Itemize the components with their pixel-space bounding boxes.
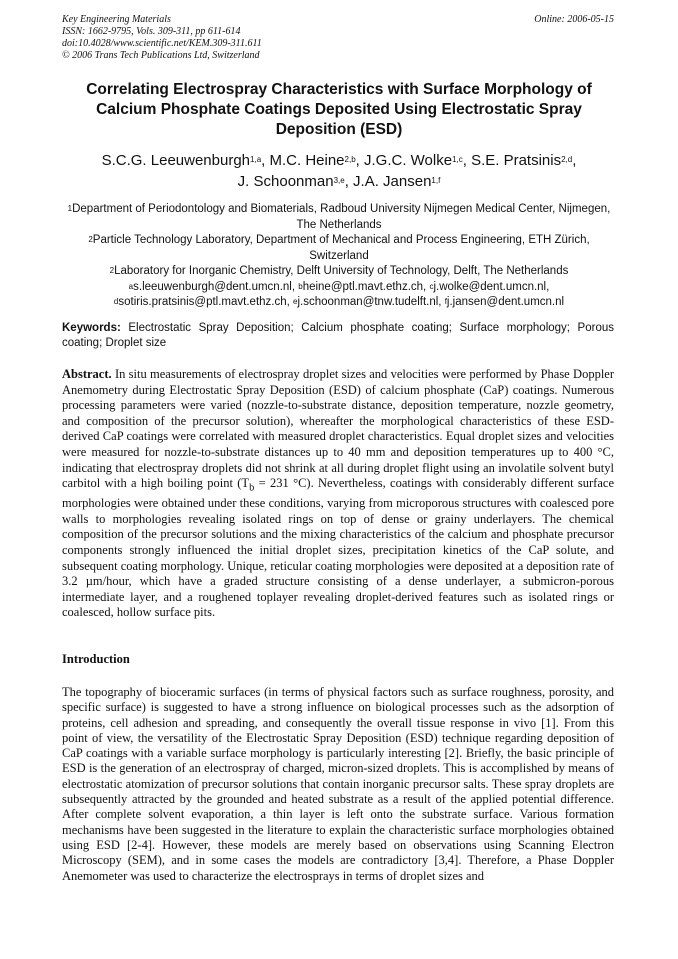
email-line-1: $^a$s.leeuwenburgh@dent.umcn.nl, $^b$heine@ptl.mavt.ethz.ch, $^c$j.wolke@dent.umcn.nl, [128,280,550,293]
paper-title: Correlating Electrospray Characteristics with Surface Morphology of Calcium Phosphate Coatings Deposited Using Electrostatic Spray Deposition (ESD) [86,81,592,138]
abstract-text-1: In situ measurements of electrospray droplet sizes and velocities were performed by Phase Doppler Anemometry during Electrostatic Spray Deposition (ESD) of calcium phosphate (CaP) coatings. Numerous processing parameters were varied (nozzle-to-substrate distance, deposition temperature, nozzle geometry, and composition of the precursor solution), whereafter the morphological characteristics of these ESD-derived CaP coatings were correlated with measured droplet characteristics. Equal droplet sizes and velocities were measured for nozzle-to-substrate distances up to 40 mm and deposition temperatures up to 400 °C, indicating that electrospray droplets did not shrink at all during droplet flight using an involatile solvent butyl carbitol with a high boiling point (T [62,367,614,491]
affiliation-1 [62,202,616,233]
journal-header [62,14,614,62]
email-sup: d [113,297,119,306]
journal-doi: doi:10.4028/www.scientific.net/KEM.309-311.611 [62,38,262,49]
keywords-label: Keywords: [62,322,121,334]
email-sup: a [128,281,134,291]
abstract-section [62,367,614,621]
author-name: S.E. Pratsinis [471,152,562,169]
author-sep: , [462,152,472,169]
email-sup: e [293,297,298,306]
email-sup: c [429,281,434,291]
affiliation-2 [62,233,616,264]
author-sup: 1,f [431,176,441,185]
affiliation-3 [62,264,616,280]
journal-copyright: © 2006 Trans Tech Publications Ltd, Switzerland [62,50,260,61]
author-sup: 2,d [561,155,573,164]
email-link[interactable]: j.schoonman@tnw.tudelft.nl [297,296,439,308]
introduction-heading: Introduction [62,652,130,666]
affiliation-sup: 2 [88,235,93,244]
author-name: J.G.C. Wolke [363,152,453,169]
author-sep: , [572,152,577,169]
author-sep: , [261,152,270,169]
email-line-2: $^d$sotiris.pratsinis@ptl.mavt.ethz.ch, $^e$j.schoonman@tnw.tudelft.nl, $^f$j.jansen@dent.umcn.nl [113,296,565,308]
keywords-text: Electrostatic Spray Deposition; Calcium phosphate coating; Surface morphology; Porous coating; Droplet size [62,322,614,349]
introduction-text: The topography of bioceramic surfaces (in terms of physical factors such as surface roughness, porosity, and specific surface) is suggested to have a strong influence on biological processes such as the adsorption of proteins, cell adhesion and spreading, and consequently the overall tissue response in vivo [1]. From this point of view, the versatility of the Electrostatic Spray Deposition (ESD) technique regarding deposition of CaP coatings with a variable surface morphology is particularly interesting [2]. Briefly, the basic principle of ESD is the generation of an electrospray of charged, micron-sized droplets. This is accomplished by means of electrostatic atomization of precursor solutions that contain inorganic precursor salts. These spray droplets are subsequently attracted by the grounded and heated substrate as a result of the applied potential difference. After complete solvent evaporation, a thin layer is left onto the substrate surface. Various formation mechanisms have been suggested in the literature to explain the characteristic surface morphologies obtained using ESD [2-4]. However, these models are merely based on observations using Scanning Electron Microscopy (SEM), and in some cases the models are contradictory [3,4]. Therefore, a Phase Doppler Anemometer was used to characterize the electrosprays in terms of droplet sizes and [62,685,614,883]
author-sup: 2,b [344,155,356,164]
online-date: Online: 2006-05-15 [534,14,614,25]
affiliation-sup: 2 [109,266,115,275]
email-sup: b [298,281,303,291]
affiliations [62,202,616,311]
author-line-2 [62,171,616,192]
email-sup: f [444,297,447,306]
author-name: S.C.G. Leeuwenburgh [101,152,251,169]
affiliation-text: Particle Technology Laboratory, Department of Mechanical and Process Engineering, ETH Zürich, Switzerland [92,234,590,262]
abstract-label: Abstract. [62,367,112,381]
author-sup: 1,c [452,155,463,164]
affiliation-sup: 1 [67,204,73,213]
email-link[interactable]: j.jansen@dent.umcn.nl [446,296,565,308]
author-sep: , [344,173,354,190]
author-sep: , [355,152,364,169]
author-name: J.A. Jansen [353,173,432,190]
author-name: M.C. Heine [269,152,345,169]
email-link[interactable]: sotiris.pratsinis@ptl.mavt.ethz.ch [118,296,287,308]
keywords-section [62,321,614,351]
affiliation-text: Department of Periodontology and Biomaterials, Radboud University Nijmegen Medical Center, Nijmegen, The Netherlands [72,203,611,231]
affiliation-text: Laboratory for Inorganic Chemistry, Delft University of Technology, Delft, The Netherlands [114,265,569,277]
author-sup: 3,e [333,176,345,185]
email-link[interactable]: heine@ptl.mavt.ethz.ch [302,280,424,293]
author-list [62,150,616,192]
author-line-1 [62,150,616,171]
journal-issn: ISSN: 1662-9795, Vols. 309-311, pp 611-614 [62,26,241,37]
author-name: J. Schoonman [237,173,334,190]
abstract-text-2: = 231 °C). Nevertheless, coatings with considerably different surface morphologies were obtained under these conditions, varying from microporous structures with coalesced pore walls to morphologies revealing isolated rings on top of dense or grainy underlayers. The chemical composition of the precursor solutions and the mixing characteristics of the calcium and phosphate precursor components strongly influenced the initial droplet sizes, precipitation kinetics of the CaP solute, and subsequent coating morphology. Unique, reticular coating morphologies were deposited at a deposition rate of 3.2 µm/hour, which have a graded structure consisting of a dense underlayer, a submicron-porous intermediate layer, and a roughened toplayer revealing droplet-derived features such as isolated rings or coalesced, hollow surface pits. [62,476,614,620]
journal-info [62,14,262,62]
boiling-point-subscript: b [249,482,255,494]
email-link[interactable]: j.wolke@dent.umcn.nl [433,280,547,293]
author-sup: 1,a [250,155,262,164]
journal-name: Key Engineering Materials [62,14,171,25]
email-link[interactable]: s.leeuwenburgh@dent.umcn.nl [133,280,292,293]
